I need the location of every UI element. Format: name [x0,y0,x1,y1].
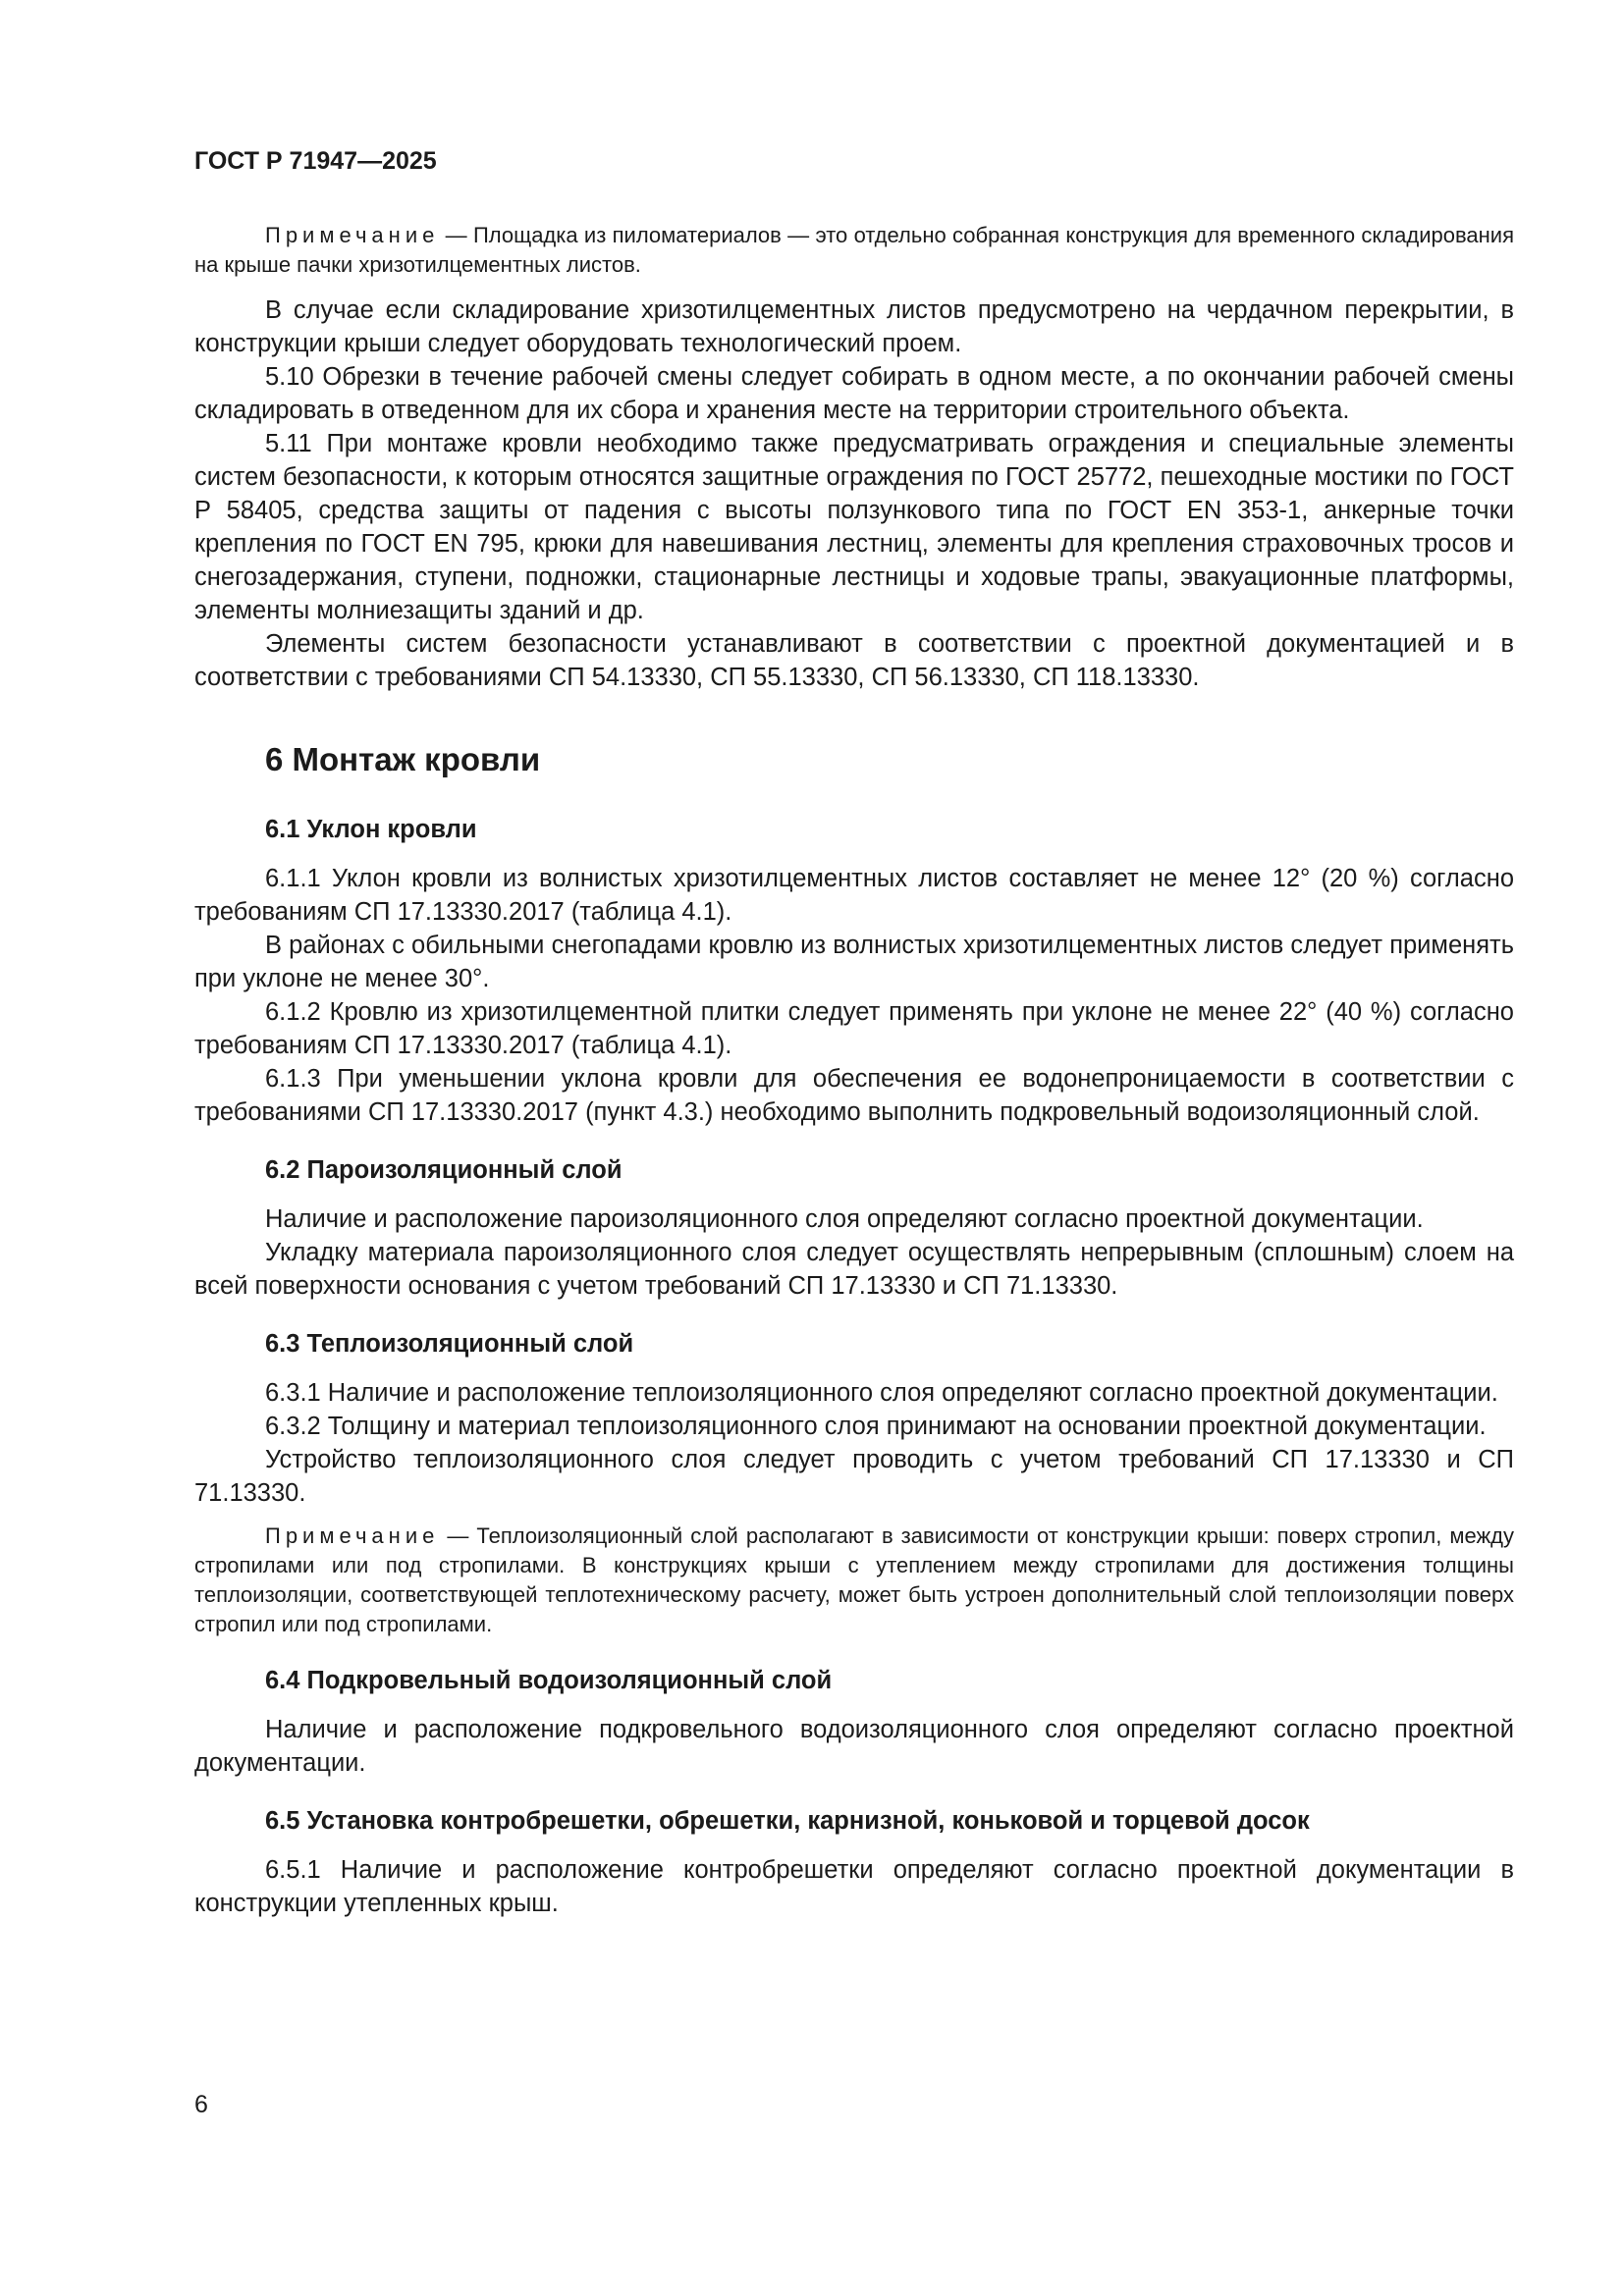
document-header: ГОСТ Р 71947—2025 [194,147,437,175]
paragraph: 6.1.3 При уменьшении уклона кровли для обеспечения ее водонепроницаемости в соответствии с требованиями СП 17.13330.2017 (пункт 4.3.) необходимо выполнить подкровельный водоизоляционный слой. [194,1065,1514,1126]
note-paragraph [194,221,1514,280]
paragraph: В случае если складирование хризотилцементных листов предусмотрено на чердачном перекрытии, в конструкции крыши следует оборудовать технологический проем. [194,296,1514,357]
subsection-title: 6.4 Подкровельный водоизоляционный слой [265,1667,833,1694]
paragraph: Наличие и расположение пароизоляционного слоя определяют согласно проектной документации. [265,1205,1424,1233]
paragraph: 5.10 Обрезки в течение рабочей смены следует собирать в одном месте, а по окончании рабочей смены складировать в отведенном для их сбора и хранения месте на территории строительного объекта. [194,363,1514,424]
paragraph: В районах с обильными снегопадами кровлю из волнистых хризотилцементных листов следует применять при уклоне не менее 30°. [194,932,1514,992]
page-number: 6 [194,2091,208,2118]
paragraph: 6.5.1 Наличие и расположение контробрешетки определяют согласно проектной документации в конструкции утепленных крыш. [194,1856,1514,1917]
paragraph: 6.3.2 Толщину и материал теплоизоляционного слоя принимают на основании проектной документации. [265,1413,1487,1440]
paragraph: 6.3.1 Наличие и расположение теплоизоляционного слоя определяют согласно проектной документации. [265,1379,1498,1407]
paragraph: Укладку материала пароизоляционного слоя следует осуществлять непрерывным (сплошным) слоем на всей поверхности основания с учетом требований СП 17.13330 и СП 71.13330. [194,1239,1514,1300]
note-paragraph [194,1522,1514,1639]
paragraph: Устройство теплоизоляционного слоя следует проводить с учетом требований СП 17.13330 и СП 71.13330. [194,1446,1514,1507]
subsection-title: 6.5 Установка контробрешетки, обрешетки, карнизной, коньковой и торцевой досок [265,1807,1310,1835]
document-page [194,147,1514,1920]
subsection-title: 6.1 Уклон кровли [265,816,477,843]
note-text: — Теплоизоляционный слой располагают в зависимости от конструкции крыши: поверх стропил, между стропилами или под стропилами. В конструкциях крыши с утеплением между стропилами для достижения толщины теплоизоляции, соответствующей теплотехническому расчету, может быть устроен дополнительный слой теплоизоляции поверх стропил или под стропилами. [194,1523,1514,1636]
note-label: Примечание [265,1523,440,1548]
note-label: Примечание [265,223,440,247]
paragraph: Элементы систем безопасности устанавливают в соответствии с проектной документацией и в соответствии с требованиями СП 54.13330, СП 55.13330, СП 56.13330, СП 118.13330. [194,630,1514,691]
paragraph: 5.11 При монтаже кровли необходимо также предусматривать ограждения и специальные элементы систем безопасности, к которым относятся защитные ограждения по ГОСТ 25772, пешеходные мостики по ГОСТ Р 58405, средства защиты от падения с высоты ползункового типа по ГОСТ EN 353-1, анкерные точки крепления по ГОСТ EN 795, крюки для навешивания лестниц, элементы для крепления страховочных тросов и снегозадержания, ступени, подножки, стационарные лестницы и ходовые трапы, эвакуационные платформы, элементы молниезащиты зданий и др. [194,430,1514,624]
paragraph: 6.1.2 Кровлю из хризотилцементной плитки следует применять при уклоне не менее 22° (40 %) согласно требованиям СП 17.13330.2017 (таблица 4.1). [194,998,1514,1059]
paragraph: 6.1.1 Уклон кровли из волнистых хризотилцементных листов составляет не менее 12° (20 %) согласно требованиям СП 17.13330.2017 (таблица 4.1). [194,865,1514,926]
subsection-title: 6.3 Теплоизоляционный слой [265,1330,634,1358]
note-text: — Площадка из пиломатериалов — это отдельно собранная конструкция для временного складирования на крыше пачки хризотилцементных листов. [194,223,1514,277]
paragraph: Наличие и расположение подкровельного водоизоляционного слоя определяют согласно проектной документации. [194,1716,1514,1777]
subsection-title: 6.2 Пароизоляционный слой [265,1156,623,1184]
section-title: 6 Монтаж кровли [265,741,541,777]
